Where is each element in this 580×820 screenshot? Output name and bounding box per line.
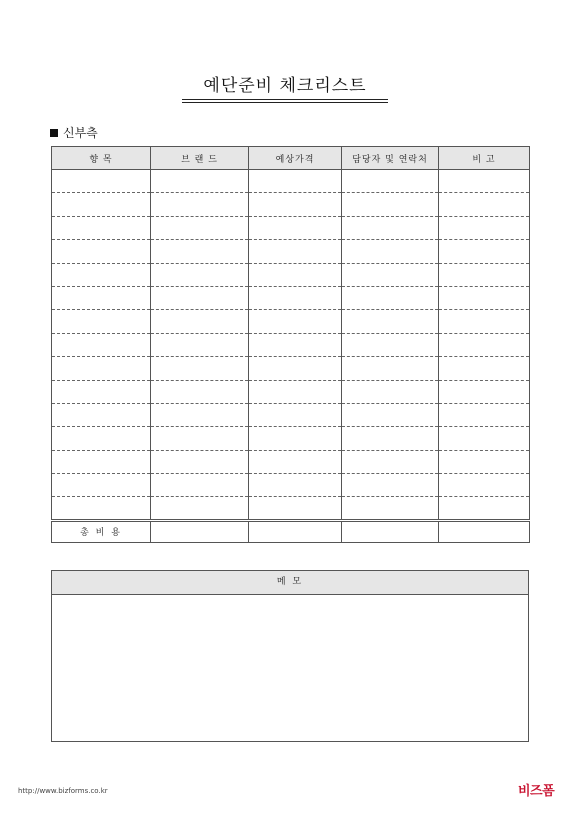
table-row [52,357,530,380]
document-title: 예단준비 체크리스트 [203,76,367,96]
table-cell[interactable] [342,240,439,263]
table-cell[interactable] [342,474,439,497]
table-cell[interactable] [342,357,439,380]
table-cell[interactable] [249,403,342,426]
table-cell[interactable] [249,216,342,239]
table-row [52,240,530,263]
table-cell[interactable] [151,497,249,520]
table-cell[interactable] [439,403,530,426]
table-cell[interactable] [52,497,151,520]
table-cell[interactable] [249,310,342,333]
table-row [52,450,530,473]
total-label: 총 비 용 [52,520,151,542]
table-cell[interactable] [151,474,249,497]
table-body [52,170,530,543]
table-cell[interactable] [151,450,249,473]
table-cell[interactable] [342,380,439,403]
table-cell[interactable] [52,286,151,309]
table-cell[interactable] [439,380,530,403]
table-cell[interactable] [249,333,342,356]
table-cell[interactable] [249,380,342,403]
table-cell[interactable] [52,380,151,403]
table-cell[interactable] [151,380,249,403]
column-header-contact: 담당자 및 연락처 [342,147,439,170]
table-cell[interactable] [249,450,342,473]
table-cell[interactable] [52,427,151,450]
table-row [52,263,530,286]
title-underline-double [182,102,388,103]
memo-title: 메 모 [52,571,528,595]
table-cell[interactable] [439,170,530,193]
table-cell[interactable] [151,403,249,426]
table-row [52,474,530,497]
table-cell[interactable] [342,333,439,356]
table-cell[interactable] [249,497,342,520]
table-cell[interactable] [249,357,342,380]
table-cell[interactable] [439,450,530,473]
table-cell[interactable] [52,403,151,426]
table-cell[interactable] [249,286,342,309]
table-cell[interactable] [151,240,249,263]
section-heading [50,124,98,141]
footer-url[interactable]: http://www.bizforms.co.kr [18,787,108,795]
table-cell[interactable] [151,333,249,356]
table-cell[interactable] [52,216,151,239]
table-cell[interactable] [342,193,439,216]
table-cell[interactable] [439,474,530,497]
table-cell[interactable] [151,193,249,216]
column-header-item: 향 목 [52,147,151,170]
table-cell[interactable] [249,427,342,450]
table-cell[interactable] [342,310,439,333]
total-cell[interactable] [439,520,530,542]
table-cell[interactable] [52,193,151,216]
table-row [52,193,530,216]
table-cell[interactable] [342,427,439,450]
table-row [52,310,530,333]
table-row [52,380,530,403]
table-cell[interactable] [151,286,249,309]
table-cell[interactable] [52,240,151,263]
total-cell[interactable] [342,520,439,542]
table-cell[interactable] [151,170,249,193]
table-row [52,403,530,426]
table-cell[interactable] [342,216,439,239]
table-cell[interactable] [439,263,530,286]
table-cell[interactable] [52,474,151,497]
table-row [52,170,530,193]
memo-area[interactable] [52,595,528,741]
table-cell[interactable] [439,310,530,333]
table-cell[interactable] [439,357,530,380]
table-cell[interactable] [151,263,249,286]
table-cell[interactable] [52,170,151,193]
table-cell[interactable] [342,286,439,309]
total-cell[interactable] [249,520,342,542]
table-cell[interactable] [342,450,439,473]
table-cell[interactable] [439,286,530,309]
table-cell[interactable] [439,240,530,263]
total-cell[interactable] [151,520,249,542]
section-label: 신부측 [63,126,98,140]
table-cell[interactable] [249,263,342,286]
table-cell[interactable] [151,310,249,333]
table-cell[interactable] [249,170,342,193]
table-cell[interactable] [439,216,530,239]
table-cell[interactable] [342,403,439,426]
total-row [52,520,530,542]
table-cell[interactable] [52,450,151,473]
table-cell[interactable] [249,193,342,216]
title-underline [182,99,388,100]
table-row [52,333,530,356]
table-cell[interactable] [439,193,530,216]
table-cell[interactable] [439,333,530,356]
checklist-table [51,146,530,543]
table-row [52,427,530,450]
table-cell[interactable] [249,474,342,497]
table-cell[interactable] [439,427,530,450]
document-title-block [182,76,388,96]
table-cell[interactable] [151,357,249,380]
brand-logo: 비즈폼 [518,784,555,799]
table-cell[interactable] [249,240,342,263]
table-row [52,216,530,239]
column-header-note: 비 고 [439,147,530,170]
table-cell[interactable] [151,216,249,239]
table-cell[interactable] [52,333,151,356]
table-cell[interactable] [342,170,439,193]
table-cell[interactable] [52,263,151,286]
memo-box [51,570,529,742]
square-bullet-icon [50,129,58,137]
table-row [52,497,530,520]
table-cell[interactable] [342,263,439,286]
table-cell[interactable] [342,497,439,520]
column-header-price: 예상가격 [249,147,342,170]
table-cell[interactable] [52,310,151,333]
table-cell[interactable] [151,427,249,450]
table-row [52,286,530,309]
table-header-row [52,147,530,170]
column-header-brand: 브 랜 드 [151,147,249,170]
table-cell[interactable] [439,497,530,520]
table-cell[interactable] [52,357,151,380]
